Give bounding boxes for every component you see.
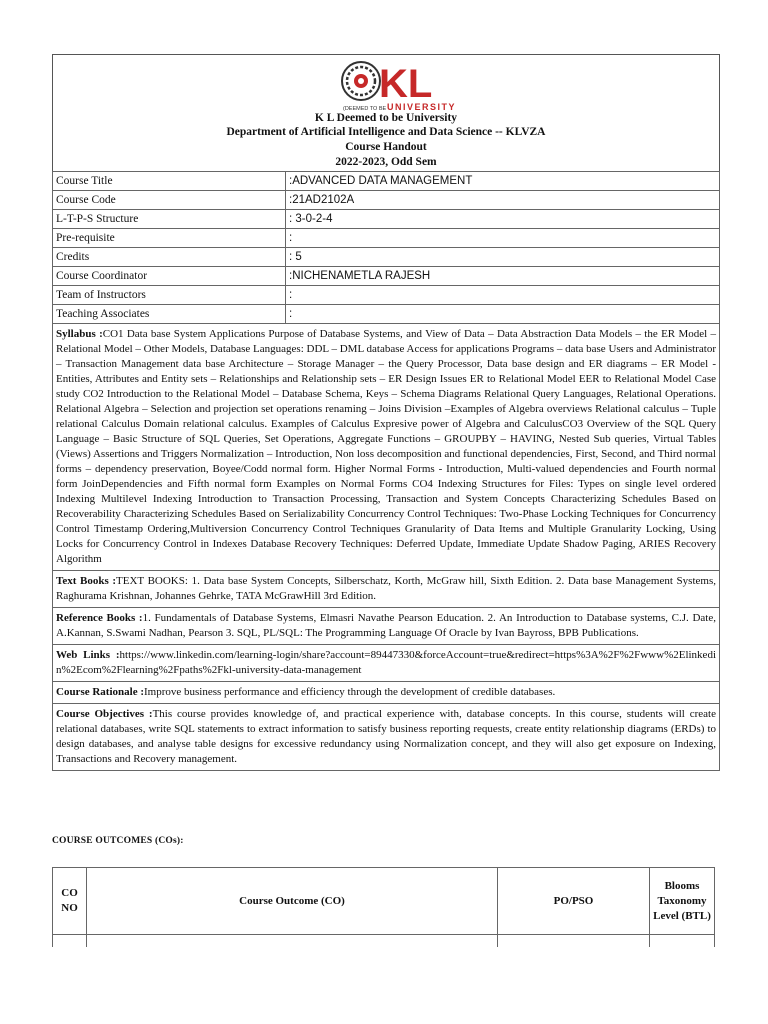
info-label: Credits <box>53 248 286 267</box>
web-link[interactable]: https://www.linkedin.com/learning-login/share?account=89447330&forceAccount=true&redirect=https%3A%2F%2Fwww%2Elinkedin%2Ecom%2Flearning%2Fpaths%2Fkl-university-data-management <box>56 649 716 676</box>
info-value: :ADVANCED DATA MANAGEMENT <box>286 172 720 191</box>
table-row <box>53 210 720 229</box>
document-type: Course Handout <box>345 141 427 153</box>
table-row <box>53 248 720 267</box>
table-row <box>53 267 720 286</box>
info-label: Pre-requisite <box>53 229 286 248</box>
handout-header <box>52 54 720 171</box>
university-name: K L Deemed to be University <box>314 112 458 124</box>
course-rationale-text: Improve business performance and efficiency through the development of credible databases. <box>144 686 556 698</box>
logo-tag: (DEEMED TO BE <box>343 106 387 112</box>
text-books-section <box>52 571 720 608</box>
web-links-section <box>52 645 720 682</box>
kl-university-logo <box>321 59 493 115</box>
column-header: PO/PSO <box>498 868 650 935</box>
info-value: : <box>286 229 720 248</box>
info-label: Teaching Associates <box>53 305 286 324</box>
info-label: Course Title <box>53 172 286 191</box>
table-cell <box>650 935 715 948</box>
academic-session: 2022-2023, Odd Sem <box>335 156 437 168</box>
column-header: Course Outcome (CO) <box>87 868 498 935</box>
reference-books-section <box>52 608 720 645</box>
department-name: Department of Artificial Intelligence and Data Science -- KLVZA <box>226 126 546 138</box>
info-value: : <box>286 305 720 324</box>
course-objectives-section <box>52 704 720 771</box>
info-value: : 3-0-2-4 <box>286 210 720 229</box>
reference-books-label: Reference Books : <box>56 612 143 624</box>
column-header: Blooms Taxonomy Level (BTL) <box>650 868 715 935</box>
syllabus-label: Syllabus : <box>56 328 103 340</box>
table-row <box>53 172 720 191</box>
table-header-row <box>53 868 715 935</box>
table-row <box>53 229 720 248</box>
logo-subtext: UNIVERSITY <box>387 102 457 112</box>
table-row <box>53 305 720 324</box>
syllabus-text: CO1 Data base System Applications Purpose of Database Systems, and View of Data – Data Abstraction Data Models – the ER Model – Relational Model – Other Models, Database Languages: DDL – DML database Access for applications Programs – data base Users and Administrator – Transaction Management data base Architecture – Storage Manager – the Query Processor, Data base design and ER diagrams – ER Model - Entities, Attributes and Entity sets – Relationships and Relationship sets – ER Design Issues ER to Relational Model EER to Relational Model Case study CO2 Introduction to the Relational Model – Database Schema, Keys – Schema Diagrams Relational Query Languages, Relational Operations. Relational Algebra – Selection and projection set operations renaming – Joins Division –Examples of Algebra overviews Relational calculus – Tuple relational Calculus Domain relational calculus. Examples of Calculus Expresive power of Algebra and CalculusCO3 Overview of the SQL Query Language – Basic Structure of SQL Queries, Set Operations, Aggregate Functions – GROUPBY – HAVING, Nested Sub queries, Virtual Tables (Views) Assertions and Triggers Normalization – Introduction, Non loss decomposition and functional dependencies, First, Second, and Third normal forms – dependency preservation, Boyee/Codd normal form. Higher Normal Forms - Introduction, Multi-valued dependencies and Fourth normal form JoinDependencies and Fifth normal form Examples on Normal Forms CO4 Indexing Structures for Files: Types on single level ordered Indexing Multilevel Indexing Introduction to Transaction Processing, Transaction and System Concepts Characterizing Schedules Based on Recoverability Characterizing Schedules Based on Serializability Concurrency Control Techniques: Two-Phase Locking Techniques for Concurrency Control Timestamp Ordering,Multiversion Concurrency Control Techniques Granularity of Data Items and Multiple Granularity Locking, Using Locks for Concurrency Control in Indexes Database Recovery Techniques: Deferred Update, Immediate Update Shadow Paging, ARIES Recovery Algorithm <box>56 328 716 565</box>
table-cell <box>87 935 498 948</box>
info-label: Course Coordinator <box>53 267 286 286</box>
info-value: :21AD2102A <box>286 191 720 210</box>
table-cell <box>498 935 650 948</box>
course-handout-page <box>52 54 720 771</box>
syllabus-section <box>52 324 720 571</box>
table-row <box>53 935 715 948</box>
course-outcomes-table <box>52 867 715 947</box>
info-label: Team of Instructors <box>53 286 286 305</box>
web-links-label: Web Links : <box>56 649 120 661</box>
info-label: L-T-P-S Structure <box>53 210 286 229</box>
course-objectives-label: Course Objectives : <box>56 708 153 720</box>
course-objectives-text: This course provides knowledge of, and practical experience with, database concepts. In this course, students will create relational databases, write SQL statements to extract information to satisfy business reporting requests, create entity relationship diagrams (ERDs) to design databases, and analyse table designs for excessive redundancy using Normalization concept, and they will also get exposure on Indexing, Transactions and Recovery management. <box>56 708 716 765</box>
info-label: Course Code <box>53 191 286 210</box>
column-header: CO NO <box>53 868 87 935</box>
table-row <box>53 286 720 305</box>
text-books-label: Text Books : <box>56 575 117 587</box>
info-value: : <box>286 286 720 305</box>
reference-books-text: 1. Fundamentals of Database Systems, Elmasri Navathe Pearson Education. 2. An Introduction to Database systems, C.J. Date, A.Kannan, S.Swami Nadhan, Pearson 3. SQL, PL/SQL: The Programming Language Of Oracle by Ivan Bayross, BPB Publications. <box>56 612 716 639</box>
course-rationale-label: Course Rationale : <box>56 686 144 698</box>
course-info-table <box>52 171 720 324</box>
info-value: : 5 <box>286 248 720 267</box>
table-cell <box>53 935 87 948</box>
text-books-text: TEXT BOOKS: 1. Data base System Concepts, Silberschatz, Korth, McGraw hill, Sixth Edition. 2. Data base Management Systems, Raghurama Krishnan, Johannes Gehrke, TATA McGrawHill 3rd Edition. <box>56 575 716 602</box>
info-value: :NICHENAMETLA RAJESH <box>286 267 720 286</box>
table-row <box>53 191 720 210</box>
logo-text: KL <box>379 62 433 106</box>
course-rationale-section <box>52 682 720 704</box>
emblem-icon <box>342 62 380 100</box>
course-outcomes-heading: COURSE OUTCOMES (COs): <box>52 836 184 846</box>
